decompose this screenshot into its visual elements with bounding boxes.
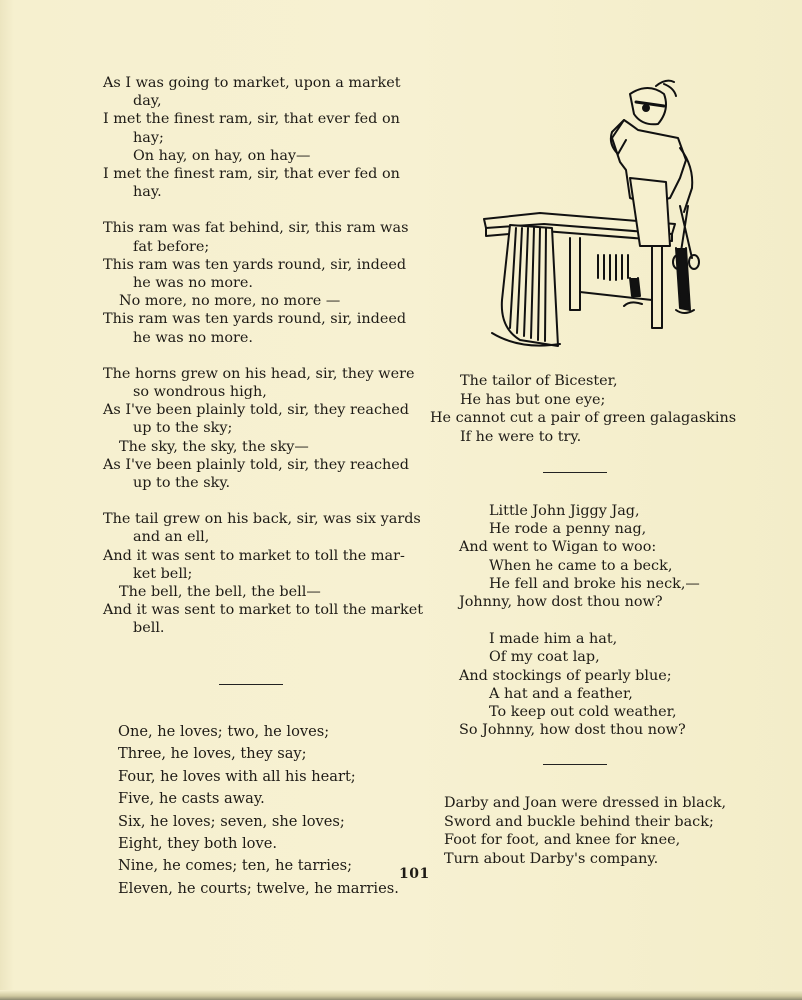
poem-line: If he were to try.: [460, 428, 582, 445]
poem-line: No more, no more, no more —: [119, 293, 341, 310]
poem-line: The bell, the bell, the bell—: [119, 584, 321, 601]
poem-line: Turn about Darby's company.: [444, 850, 659, 867]
poem-line: And it was sent to market to toll the mar-: [103, 547, 405, 564]
tailor-poem: [430, 372, 736, 446]
poem-stanza: [459, 630, 700, 739]
poem-line: As I've been plainly told, sir, they reached: [103, 402, 410, 419]
poem-line: And it was sent to market to toll the market: [103, 602, 424, 619]
poem-line: Eleven, he courts; twelve, he marries.: [118, 879, 399, 897]
poem-line: The tailor of Bicester,: [460, 373, 618, 389]
poem-line: I met the finest ram, sir, that ever fed on: [103, 166, 400, 183]
poem-line: The sky, the sky, the sky—: [119, 438, 309, 455]
poem-line: A hat and a feather,: [489, 685, 633, 702]
tailor-at-table-illustration: [480, 78, 725, 353]
poem-line: I made him a hat,: [489, 631, 618, 648]
poem-line: Little John Jiggy Jag,: [489, 503, 640, 519]
page-bottom-edge: [0, 990, 802, 1000]
poem-line: This ram was ten yards round, sir, indeed: [103, 256, 407, 273]
separator-rule-left: [219, 684, 283, 685]
poem-line: ket bell;: [133, 565, 193, 582]
poem-line: up to the sky;: [133, 420, 233, 437]
poem-line: The tail grew on his back, sir, was six yards: [103, 511, 421, 528]
poem-line: Darby and Joan were dressed in black,: [444, 795, 727, 811]
poem-line: And went to Wigan to woo:: [459, 539, 657, 556]
poem-stanza: [103, 74, 413, 201]
poem-line: Five, he casts away.: [118, 790, 265, 808]
poem-stanza: [459, 502, 700, 611]
separator-rule-right-2: [543, 764, 607, 765]
poem-stanza: [103, 510, 424, 637]
poem-line: day,: [133, 93, 162, 110]
poem-line: Four, he loves with all his heart;: [118, 767, 356, 785]
poem-line: He rode a penny nag,: [489, 521, 647, 538]
poem-line: Six, he loves; seven, she loves;: [118, 812, 345, 830]
poem-line: Three, he loves, they say;: [118, 745, 307, 763]
poem-line: he was no more.: [133, 275, 254, 292]
poem-line: One, he loves; two, he loves;: [118, 723, 330, 740]
poem-line: I met the finest ram, sir, that ever fed on: [103, 111, 400, 128]
poem-line: This ram was fat behind, sir, this ram was: [103, 220, 409, 237]
poem-line: Of my coat lap,: [489, 649, 600, 666]
poem-line: This ram was ten yards round, sir, indeed: [103, 311, 407, 328]
poem-stanza: [103, 365, 413, 492]
poem-line: And stockings of pearly blue;: [459, 667, 672, 684]
page-number: 101: [399, 866, 430, 882]
poem-line: and an ell,: [133, 529, 210, 546]
poem-line: up to the sky.: [133, 475, 231, 492]
poem-line: So Johnny, how dost thou now?: [459, 722, 686, 739]
darby-poem: [444, 794, 726, 868]
poem-line: Nine, he comes; ten, he tarries;: [118, 857, 352, 875]
poem-line: Eight, they both love.: [118, 835, 277, 853]
poem-line: so wondrous high,: [133, 384, 267, 401]
poem-line: hay;: [133, 129, 164, 146]
poem-line: As I've been plainly told, sir, they reached: [103, 456, 410, 473]
poem-line: He has but one eye;: [460, 391, 606, 408]
poem-line: To keep out cold weather,: [489, 704, 677, 721]
poem-line: On hay, on hay, on hay—: [133, 147, 311, 164]
ram-poem: [103, 74, 424, 638]
poem-line: The horns grew on his head, sir, they were: [103, 365, 415, 382]
poem-line: He fell and broke his neck,—: [489, 575, 700, 592]
poem-line: As I was going to market, upon a market: [103, 75, 401, 91]
poem-line: Foot for foot, and knee for knee,: [444, 832, 681, 849]
jiggy-poem: [459, 502, 700, 739]
poem-line: hay.: [133, 184, 162, 201]
poem-line: Sword and buckle behind their back;: [444, 813, 714, 830]
poem-line: he was no more.: [133, 329, 254, 346]
poem-line: When he came to a beck,: [489, 557, 673, 574]
poem-line: bell.: [133, 620, 165, 637]
poem-line: Johnny, how dost thou now?: [459, 594, 663, 611]
separator-rule-right-1: [543, 472, 607, 473]
loves-poem: [118, 721, 399, 900]
poem-stanza: [103, 219, 413, 346]
poem-line: fat before;: [133, 238, 210, 255]
poem-line: He cannot cut a pair of green galagaskins: [430, 410, 737, 427]
